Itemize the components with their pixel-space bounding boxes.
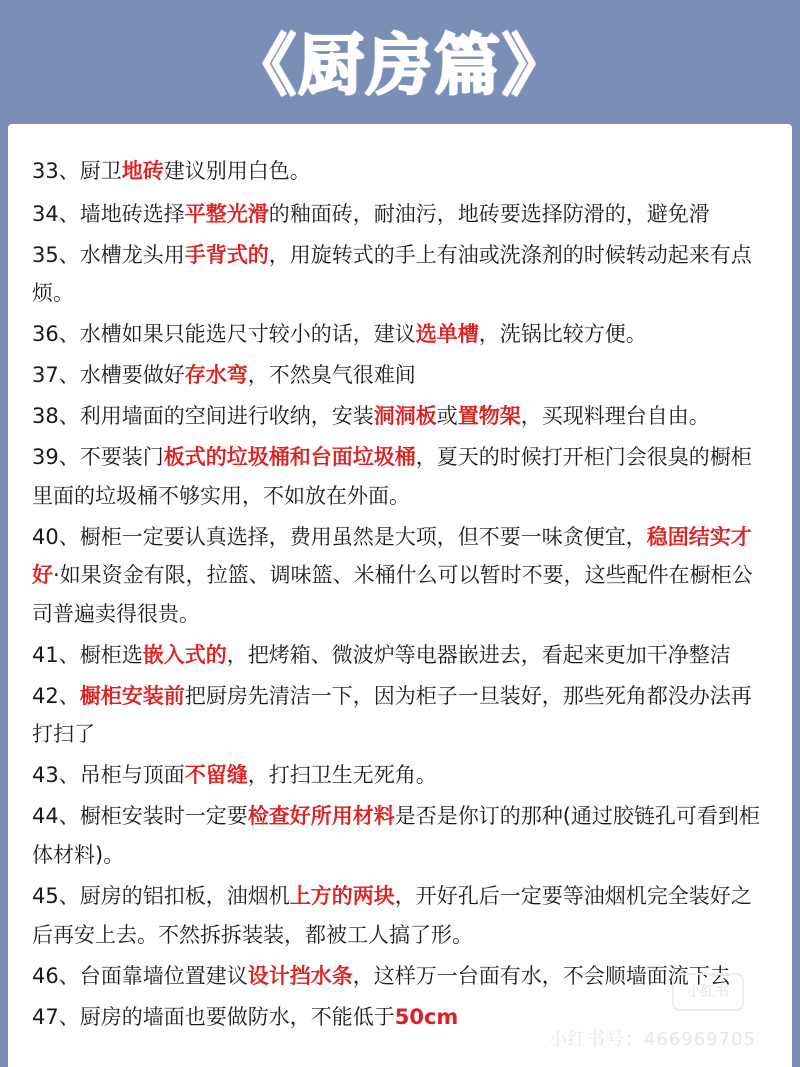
watermark-logo: 小红书	[672, 973, 744, 1011]
tip-text: ，这样万一台面有水，不会顺墙面流下去	[352, 963, 731, 988]
highlight-text: 置物架	[457, 404, 521, 429]
tip-item	[32, 315, 772, 354]
tip-text: 39、不要装门	[32, 445, 164, 470]
tip-text: 把厨房先清洁一下，因为柜子一旦装好，那些死角都没办法再打扫了	[32, 683, 752, 747]
tip-text: 41、橱柜选	[32, 642, 143, 667]
tip-text: ，夏天的时候打开柜门会很臭的橱柜里面的垃圾桶不够实用，不如放在外面。	[32, 445, 752, 508]
tip-text: 47、厨房的墙面也要做防水，不能低于	[32, 1004, 395, 1029]
tip-text: ，买现料理台自由。	[520, 404, 710, 429]
tip-text: ，打扫卫生无死角。	[247, 763, 437, 788]
highlight-text: 50cm	[394, 1004, 459, 1029]
tip-text: ，把烤箱、微波炉等电器嵌进去，看起来更加干净整洁	[226, 642, 731, 667]
tip-item	[32, 195, 772, 234]
tip-item	[32, 877, 772, 954]
tip-text: 42、	[32, 683, 80, 708]
highlight-text: 选单槽	[415, 322, 479, 347]
watermark-id: 小红书号：466969705	[548, 1029, 756, 1050]
tip-text: ，开好孔后一定要等油烟机完全装好之后再安上去。不然拆拆装装，都被工人搞了形。	[32, 883, 752, 947]
highlight-text: 稳固结实才好	[32, 524, 752, 588]
highlight-text: 橱柜安装前	[79, 683, 185, 708]
tip-text: ，用旋转式的手上有油或洗涤剂的时候转动起来有点烦。	[32, 242, 752, 306]
tip-text: 40、橱柜一定要认真选择，费用虽然是大项，但不要一味贪便宜，	[32, 524, 647, 549]
highlight-text: 设计挡水条	[247, 963, 353, 988]
tip-item	[32, 356, 772, 395]
tip-text: ，不然臭气很难间	[247, 363, 416, 388]
highlight-text: 检查好所用材料	[247, 804, 395, 829]
tip-item	[32, 636, 772, 675]
highlight-text: 手背式的	[184, 242, 269, 267]
tip-item	[32, 677, 772, 754]
tip-text: 35、水槽龙头用	[32, 242, 185, 267]
tip-item	[32, 756, 772, 795]
tip-item	[32, 152, 772, 191]
highlight-text: 上方的两块	[289, 883, 395, 908]
highlight-text: 不留缝	[184, 763, 248, 788]
tip-text: ，洗锅比较方便。	[478, 322, 647, 347]
highlight-text: 板式的垃圾桶和台面垃圾桶	[163, 445, 416, 470]
tip-text: 的釉面砖，耐油污，地砖要选择防滑的，避免滑	[268, 201, 710, 226]
content-card	[8, 124, 792, 1067]
highlight-text: 地砖	[121, 159, 164, 183]
tip-text: 是否是你订的那种(通过胶链孔可看到柜体材料)。	[32, 804, 760, 867]
tip-item	[32, 797, 772, 874]
tip-text: 36、水槽如果只能选尺寸较小的话，建议	[32, 322, 416, 347]
tip-text: 37、水槽要做好	[32, 363, 185, 388]
highlight-text: 平整光滑	[184, 201, 269, 226]
tip-text: 或	[436, 404, 458, 429]
tip-text: 38、利用墙面的空间进行收纳，安装	[32, 404, 374, 429]
tip-item	[32, 518, 772, 634]
tip-text: 43、吊柜与顶面	[32, 763, 185, 788]
header-banner	[0, 0, 800, 118]
tip-item	[32, 397, 772, 436]
tip-text: 建议别用白色。	[163, 159, 311, 183]
highlight-text: 嵌入式的	[142, 642, 227, 667]
highlight-text: 存水弯	[184, 363, 248, 388]
tip-text: 46、台面靠墙位置建议	[32, 963, 248, 988]
highlight-text: 洞洞板	[373, 404, 437, 429]
tips-list	[32, 152, 772, 1039]
tip-text: 44、橱柜安装时一定要	[32, 804, 248, 829]
tip-text: ·如果资金有限，拉篮、调味篮、米桶什么可以暂时不要，这些配件在橱柜公司普遍卖得很贵。	[32, 563, 753, 626]
tip-text: 33、厨卫	[32, 159, 122, 183]
page-title: 《厨房篇》	[230, 26, 570, 104]
tip-item	[32, 438, 772, 515]
tip-item	[32, 957, 772, 996]
tip-text: 45、厨房的铝扣板，油烟机	[32, 883, 290, 908]
tip-text: 34、墙地砖选择	[32, 201, 185, 226]
tip-item	[32, 236, 772, 313]
